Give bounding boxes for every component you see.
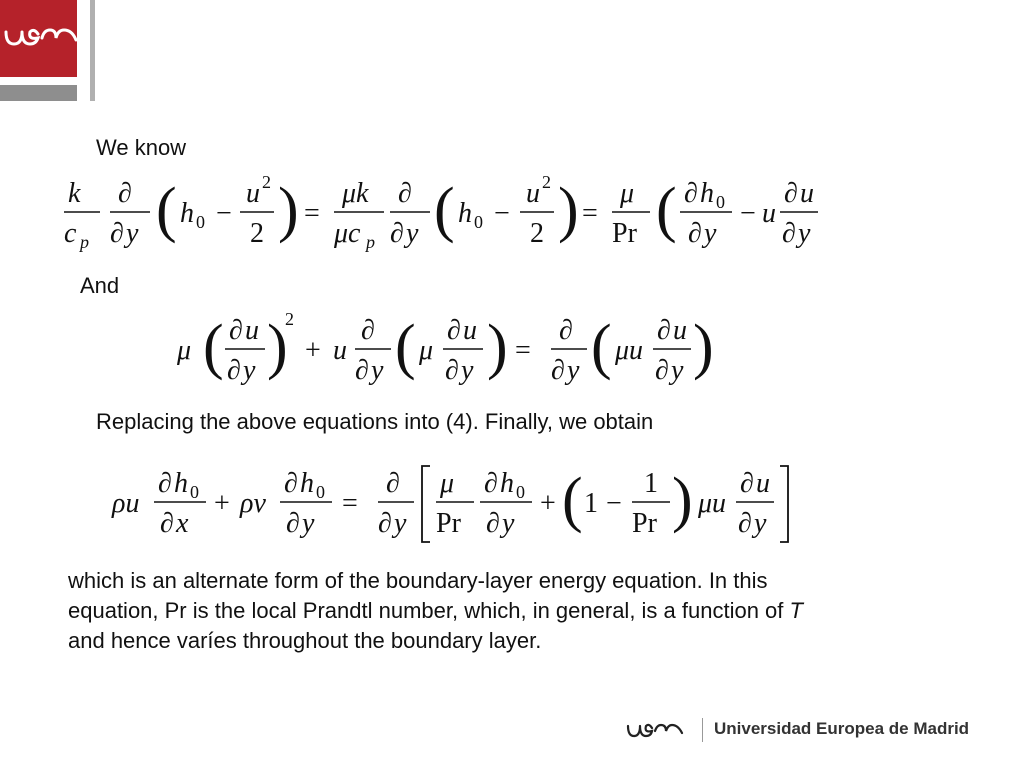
svg-text:y: y: [502, 508, 515, 539]
svg-text:h: h: [300, 468, 314, 499]
svg-text:y: y: [671, 355, 684, 386]
svg-text:u: u: [756, 468, 770, 499]
and-text: And: [80, 273, 120, 298]
svg-text:∂: ∂: [486, 508, 500, 539]
svg-text:y: y: [461, 355, 474, 386]
svg-text:1: 1: [584, 488, 598, 519]
svg-text:μu: μu: [615, 335, 644, 366]
svg-text:(: (: [562, 466, 583, 534]
svg-text:y: y: [704, 218, 717, 249]
svg-text:y: y: [798, 218, 811, 249]
svg-text:∂: ∂: [229, 315, 243, 346]
svg-text:ρu: ρu: [112, 488, 140, 519]
svg-text:∂: ∂: [386, 468, 400, 499]
svg-text:μu: μu: [698, 488, 727, 519]
svg-text:y: y: [302, 508, 315, 539]
logo-divider: [90, 0, 95, 101]
svg-text:2: 2: [250, 218, 264, 249]
svg-text:u: u: [245, 315, 259, 346]
svg-text:μ: μ: [440, 468, 455, 499]
svg-text:+: +: [540, 488, 556, 519]
svg-text:μ: μ: [419, 335, 434, 366]
svg-text:(: (: [656, 176, 677, 244]
footer-brand: [624, 712, 970, 748]
svg-text:u: u: [526, 178, 540, 209]
svg-text:=: =: [342, 488, 358, 519]
svg-text:u: u: [333, 335, 347, 366]
svg-text:∂: ∂: [784, 178, 798, 209]
svg-text:∂: ∂: [286, 508, 300, 539]
svg-text:2: 2: [542, 172, 551, 192]
svg-text:0: 0: [196, 212, 205, 232]
conclusion-paragraph: [68, 566, 803, 656]
svg-text:−: −: [740, 198, 756, 229]
svg-text:0: 0: [716, 192, 725, 212]
svg-text:∂: ∂: [655, 355, 669, 386]
svg-text:y: y: [567, 355, 580, 386]
svg-text:(: (: [395, 313, 416, 381]
svg-text:∂: ∂: [445, 355, 459, 386]
svg-text:Pr: Pr: [436, 508, 461, 539]
svg-text:−: −: [606, 488, 622, 519]
svg-text:μk: μk: [342, 178, 369, 209]
svg-text:∂: ∂: [158, 468, 172, 499]
logo-gray-bar: [0, 85, 77, 101]
svg-text:=: =: [582, 198, 598, 229]
svg-text:∂: ∂: [110, 218, 124, 249]
svg-text:∂: ∂: [378, 508, 392, 539]
svg-text:k: k: [68, 178, 81, 209]
svg-text:): ): [558, 176, 579, 244]
uem-logo: [0, 0, 77, 77]
svg-text:2: 2: [285, 309, 294, 329]
svg-text:=: =: [515, 335, 531, 366]
conclusion-line-2: [68, 596, 803, 626]
svg-text:+: +: [214, 488, 230, 519]
svg-text:h: h: [700, 178, 714, 209]
svg-text:): ): [693, 313, 714, 381]
uem-footer-logo-mark: [624, 712, 694, 748]
equation-2: [175, 305, 715, 400]
svg-text:μc: μc: [334, 218, 361, 249]
svg-text:∂: ∂: [738, 508, 752, 539]
svg-text:∂: ∂: [118, 178, 132, 209]
svg-text:∂: ∂: [559, 315, 573, 346]
svg-text:u: u: [463, 315, 477, 346]
svg-text:0: 0: [316, 482, 325, 502]
svg-text:u: u: [762, 198, 776, 229]
svg-text:p: p: [80, 232, 89, 252]
svg-text:0: 0: [190, 482, 199, 502]
svg-text:x: x: [176, 508, 189, 539]
svg-text:Pr: Pr: [632, 508, 657, 539]
svg-text:y: y: [406, 218, 419, 249]
svg-text:−: −: [216, 198, 232, 229]
svg-text:∂: ∂: [284, 468, 298, 499]
svg-text:(: (: [156, 176, 177, 244]
svg-text:u: u: [673, 315, 687, 346]
svg-text:∂: ∂: [355, 355, 369, 386]
svg-text:u: u: [800, 178, 814, 209]
svg-text:(: (: [434, 176, 455, 244]
svg-text:2: 2: [262, 172, 271, 192]
svg-text:Pr: Pr: [612, 218, 637, 249]
footer-divider: [702, 718, 703, 742]
svg-text:h: h: [180, 198, 194, 229]
svg-text:∂: ∂: [740, 468, 754, 499]
svg-text:∂: ∂: [688, 218, 702, 249]
svg-text:∂: ∂: [390, 218, 404, 249]
svg-text:2: 2: [530, 218, 544, 249]
svg-text:μ: μ: [620, 178, 635, 209]
svg-text:μ: μ: [177, 335, 192, 366]
svg-text:y: y: [754, 508, 767, 539]
svg-text:y: y: [394, 508, 407, 539]
svg-text:∂: ∂: [782, 218, 796, 249]
svg-text:c: c: [64, 218, 77, 249]
svg-text:): ): [487, 313, 508, 381]
svg-text:∂: ∂: [551, 355, 565, 386]
svg-text:ρv: ρv: [240, 488, 266, 519]
svg-text:0: 0: [516, 482, 525, 502]
svg-text:h: h: [458, 198, 472, 229]
svg-text:∂: ∂: [227, 355, 241, 386]
svg-text:p: p: [366, 232, 375, 252]
svg-text:y: y: [126, 218, 139, 249]
svg-text:0: 0: [474, 212, 483, 232]
svg-text:∂: ∂: [447, 315, 461, 346]
conclusion-line-2-text: equation, Pr is the local Prandtl number, which, in general, is a function of: [68, 598, 790, 623]
svg-text:∂: ∂: [361, 315, 375, 346]
svg-text:): ): [278, 176, 299, 244]
uem-logo-mark: [0, 0, 77, 77]
svg-text:∂: ∂: [160, 508, 174, 539]
svg-text:): ): [267, 313, 288, 381]
svg-text:u: u: [246, 178, 260, 209]
svg-text:1: 1: [644, 468, 658, 499]
svg-text:h: h: [174, 468, 188, 499]
replacing-text: Replacing the above equations into (4). Finally, we obtain: [96, 409, 654, 434]
svg-text:h: h: [500, 468, 514, 499]
equation-1: [60, 168, 820, 263]
svg-text:+: +: [305, 335, 321, 366]
svg-text:∂: ∂: [484, 468, 498, 499]
footer-university-name: Universidad Europea de Madrid: [714, 719, 970, 738]
svg-text:∂: ∂: [657, 315, 671, 346]
svg-text:(: (: [203, 313, 224, 381]
svg-text:y: y: [243, 355, 256, 386]
variable-T: T: [789, 598, 803, 623]
conclusion-line-3: and hence varíes throughout the boundary layer.: [68, 628, 542, 653]
conclusion-line-1: which is an alternate form of the boundary-layer energy equation. In this: [68, 568, 768, 593]
svg-text:∂: ∂: [684, 178, 698, 209]
intro-text: We know: [96, 135, 187, 160]
svg-text:=: =: [304, 198, 320, 229]
svg-text:): ): [672, 466, 693, 534]
svg-text:y: y: [371, 355, 384, 386]
equation-3: [110, 458, 800, 553]
svg-text:(: (: [591, 313, 612, 381]
svg-text:∂: ∂: [398, 178, 412, 209]
svg-text:−: −: [494, 198, 510, 229]
